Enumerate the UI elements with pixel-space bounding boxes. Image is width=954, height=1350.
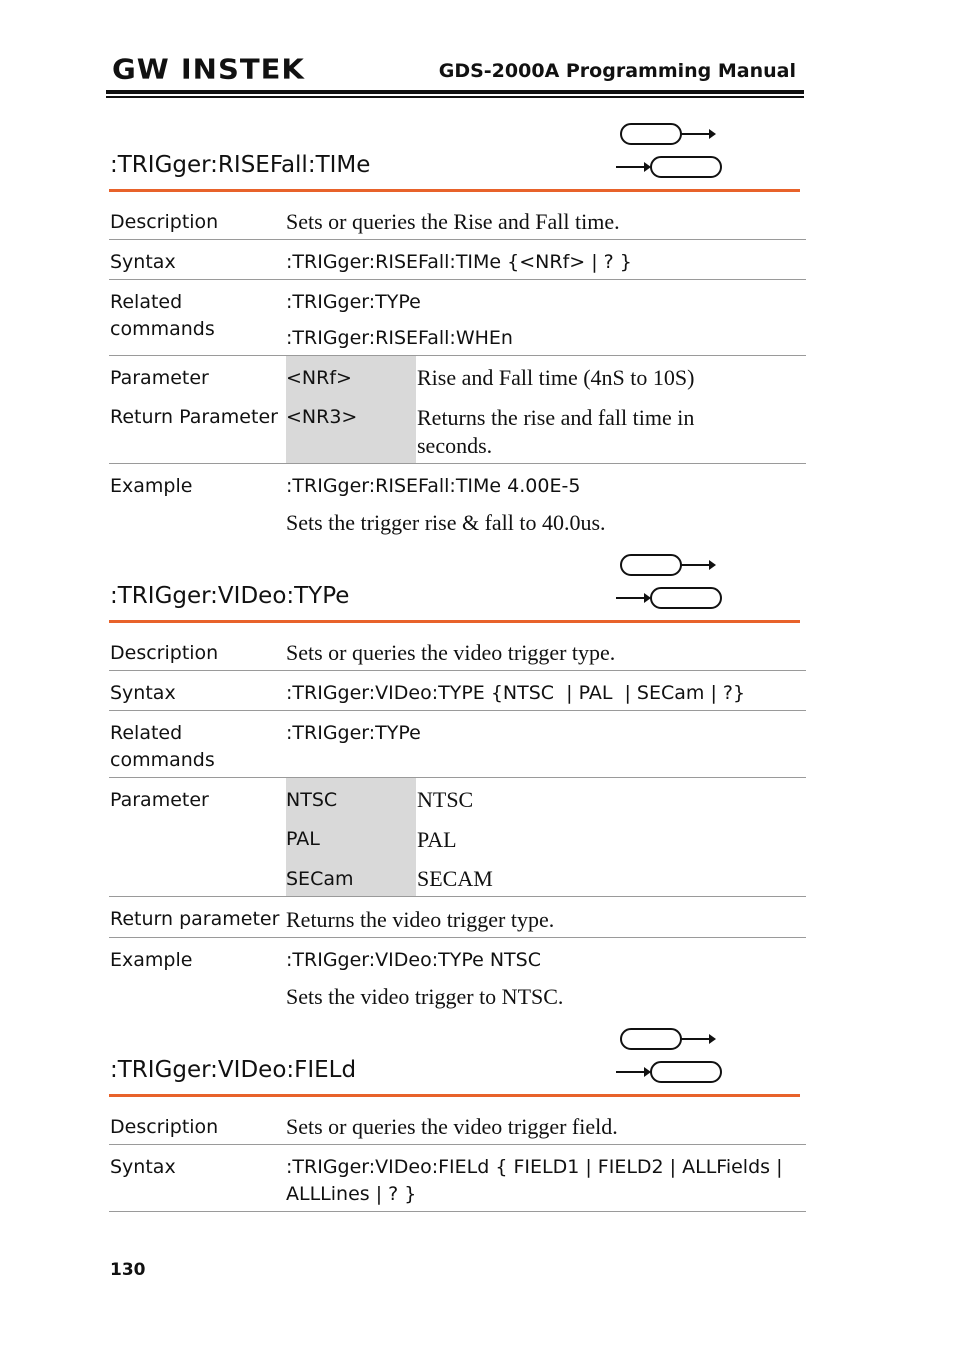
param-name: <NR3>	[286, 406, 358, 428]
section-rule	[109, 1094, 800, 1097]
param-desc: PAL	[417, 827, 457, 852]
document-title: GDS-2000A Programming Manual	[438, 60, 796, 82]
example-description: Sets the trigger rise & fall to 40.0us.	[286, 510, 606, 535]
example-description: Sets the video trigger to NTSC.	[286, 984, 564, 1009]
row-divider	[109, 1211, 806, 1212]
syntax-label: Syntax	[110, 251, 176, 273]
row-divider	[109, 239, 806, 240]
section-rule	[109, 189, 800, 192]
row-divider	[109, 670, 806, 671]
related-command: :TRIGger:TYPe	[286, 722, 421, 744]
example-command: :TRIGger:VIDeo:TYPe NTSC	[286, 949, 541, 971]
row-divider	[109, 710, 806, 711]
return-label: Return parameter	[110, 908, 280, 930]
syntax-text: ALLLines | ? }	[286, 1183, 417, 1205]
section-title: :TRIGger:RISEFall:TIMe	[110, 152, 371, 178]
parameter-label: Parameter	[110, 367, 209, 389]
set-query-icon	[614, 122, 724, 178]
row-divider	[109, 279, 806, 280]
parameter-label: Parameter	[110, 789, 209, 811]
param-name: PAL	[286, 828, 320, 850]
param-name: SECam	[286, 868, 354, 890]
return-label: Return Parameter	[110, 406, 278, 428]
related-command: :TRIGger:TYPe	[286, 291, 421, 313]
param-desc: Returns the rise and fall time in	[417, 405, 695, 430]
syntax-text: :TRIGger:VIDeo:TYPE {NTSC | PAL | SECam | ?}	[286, 682, 746, 704]
description-text: Sets or queries the video trigger type.	[286, 640, 616, 665]
return-description: Returns the video trigger type.	[286, 907, 555, 932]
row-divider	[109, 355, 806, 356]
brand-logo: GW INSTEK	[112, 52, 305, 86]
row-divider	[109, 777, 806, 778]
section-title: :TRIGger:VIDeo:FIELd	[110, 1057, 357, 1083]
syntax-text: :TRIGger:RISEFall:TIMe {<NRf> | ? }	[286, 251, 632, 273]
section-title: :TRIGger:VIDeo:TYPe	[110, 583, 350, 609]
related-command: :TRIGger:RISEFall:WHEn	[286, 327, 513, 349]
example-label: Example	[110, 475, 193, 497]
set-query-icon	[614, 1027, 724, 1083]
description-text: Sets or queries the Rise and Fall time.	[286, 209, 620, 234]
header-rule	[106, 90, 804, 94]
syntax-text: :TRIGger:VIDeo:FIELd { FIELD1 | FIELD2 | ALLFields |	[286, 1156, 783, 1178]
param-desc: seconds.	[417, 433, 493, 458]
description-label: Description	[110, 1116, 219, 1138]
row-divider	[109, 937, 806, 938]
page-number: 130	[110, 1260, 146, 1280]
set-query-icon	[614, 553, 724, 609]
param-desc: Rise and Fall time (4nS to 10S)	[417, 365, 695, 390]
row-divider	[109, 463, 806, 464]
syntax-label: Syntax	[110, 682, 176, 704]
param-desc: SECAM	[417, 866, 493, 891]
description-text: Sets or queries the video trigger field.	[286, 1114, 618, 1139]
description-label: Description	[110, 211, 219, 233]
syntax-label: Syntax	[110, 1156, 176, 1178]
param-name: <NRf>	[286, 367, 352, 389]
related-label: commands	[110, 749, 215, 771]
description-label: Description	[110, 642, 219, 664]
header-rule-thin	[106, 96, 804, 98]
row-divider	[109, 896, 806, 897]
param-desc: NTSC	[417, 787, 474, 812]
related-label: Related	[110, 722, 183, 744]
related-label: commands	[110, 318, 215, 340]
param-name: NTSC	[286, 789, 338, 811]
related-label: Related	[110, 291, 183, 313]
example-label: Example	[110, 949, 193, 971]
example-command: :TRIGger:RISEFall:TIMe 4.00E-5	[286, 475, 581, 497]
section-rule	[109, 620, 800, 623]
row-divider	[109, 1144, 806, 1145]
